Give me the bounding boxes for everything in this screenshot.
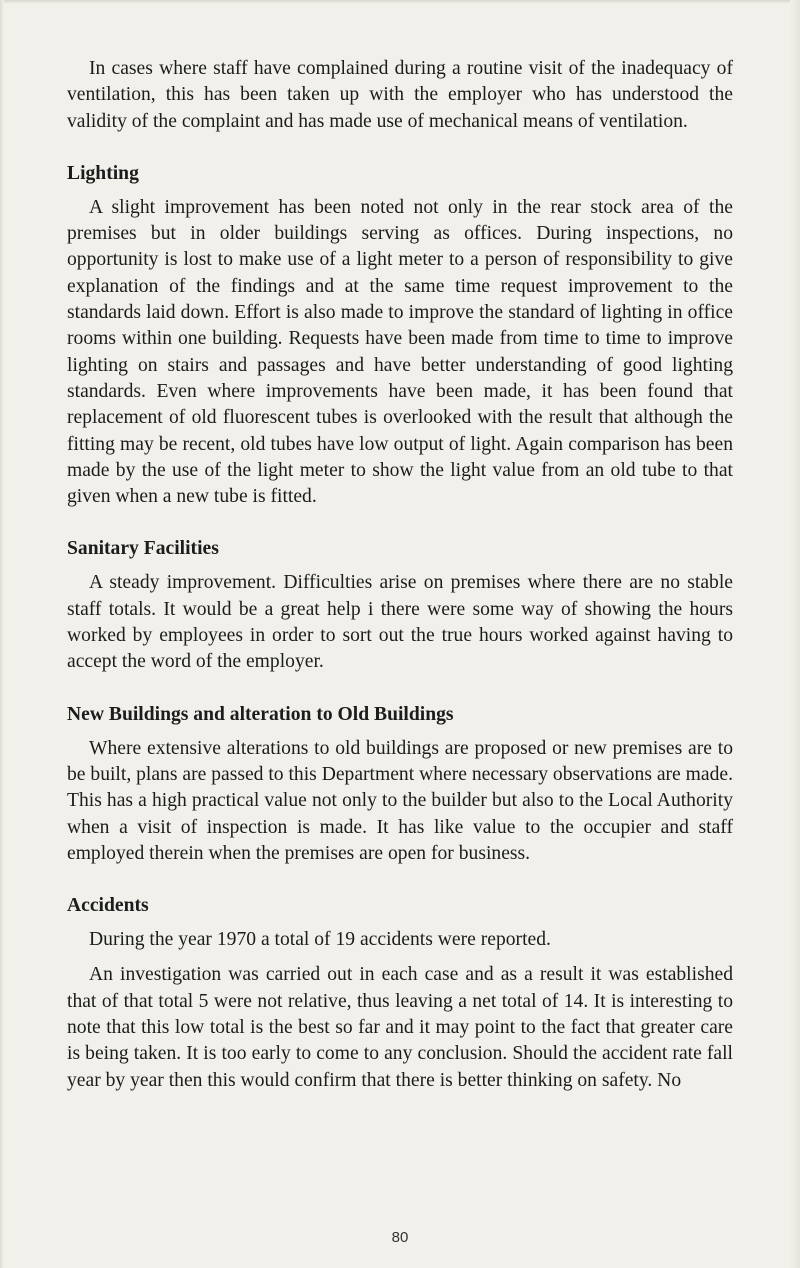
document-page xyxy=(67,56,733,1094)
section-heading-lighting: Lighting xyxy=(67,162,139,184)
section-heading-accidents: Accidents xyxy=(67,895,149,917)
page-edge-top xyxy=(0,0,800,4)
sanitary-facilities-paragraph: A steady improvement. Difficulties arise on premises where there are no stable staff totals. It would be a great help i there were some way of showing the hours worked by employees in order to sort out the true hours worked against having to accept the word of the employer. xyxy=(67,572,733,673)
intro-paragraph: In cases where staff have complained during a routine visit of the inadequacy of ventilation, this has been taken up with the employer who has understood the validity of the complaint and has made use of mechanical means of ventilation. xyxy=(67,58,733,132)
accidents-paragraph-1: During the year 1970 a total of 19 accidents were reported. xyxy=(89,929,551,951)
lighting-paragraph: A slight improvement has been noted not only in the rear stock area of the premises but in older buildings serving as offices. During inspections, no opportunity is lost to make use of a light meter to a person of responsibility to give explanation of the findings and at the same time request improvement to the standards laid down. Effort is also made to improve the standard of lighting in office rooms within one building. Requests have been made from time to time to improve lighting on stairs and passages and have better understanding of good lighting standards. Even where improvements have been made, it has been found that replacement of old fluorescent tubes is overlooked with the result that although the fitting may be recent, old tubes have low output of light. Again comparison has been made by the use of the light meter to show the light value from an old tube to that given when a new tube is fitted. xyxy=(67,196,733,508)
page-edge-left xyxy=(0,0,4,1268)
page-number: 80 xyxy=(391,1229,409,1246)
section-heading-sanitary-facilities: Sanitary Facilities xyxy=(67,538,219,560)
section-new-buildings xyxy=(67,702,733,867)
section-sanitary-facilities xyxy=(67,536,733,675)
new-buildings-paragraph: Where extensive alterations to old buildings are proposed or new premises are to be built, plans are passed to this Department where necessary observations are made. This has a high practical value not only to the builder but also to the Local Authority when a visit of inspection is made. It has like value to the occupier and staff employed therein when the premises are open for business. xyxy=(67,737,733,864)
accidents-paragraph-2: An investigation was carried out in each case and as a result it was established that of that total 5 were not relative, thus leaving a net total of 14. It is interesting to note that this low total is the best so far and it may point to the fact that greater care is being taken. It is too early to come to any conclusion. Should the accident rate fall year by year then this would confirm that there is better thinking on safety. No xyxy=(67,964,733,1091)
page-edge-right xyxy=(790,0,800,1268)
section-lighting xyxy=(67,161,733,511)
section-heading-new-buildings: New Buildings and alteration to Old Buildings xyxy=(67,703,454,725)
section-accidents xyxy=(67,893,733,1094)
